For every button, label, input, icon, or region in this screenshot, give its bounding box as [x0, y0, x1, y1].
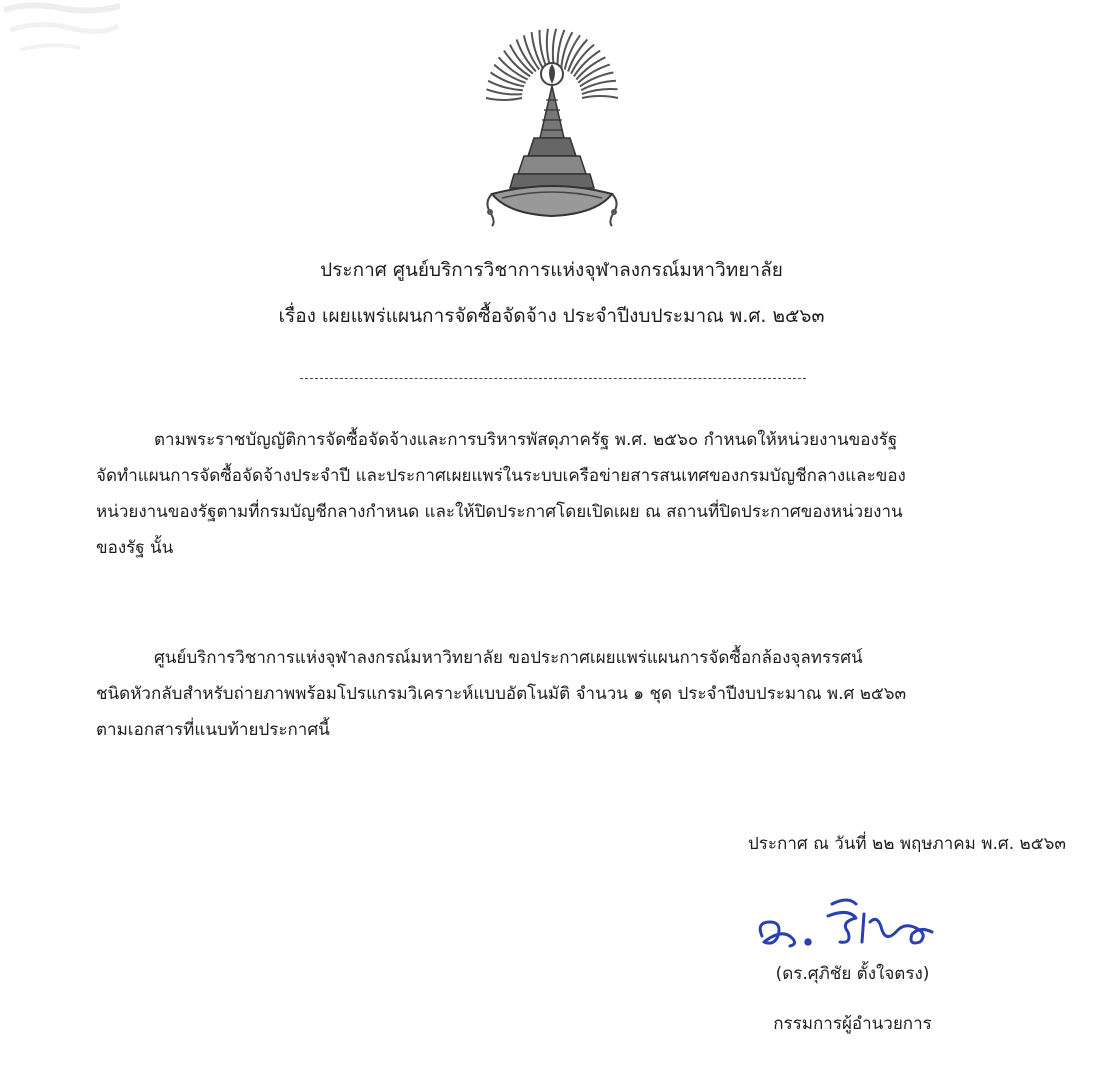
emblem-ray	[558, 30, 565, 67]
paragraph-1-line: ของรัฐ นั้น	[96, 538, 174, 558]
announcement-subject: เรื่อง เผยแพร่แผนการจัดซื้อจัดจ้าง ประจำปีงบประมาณ พ.ศ. ๒๕๖๓	[278, 305, 825, 327]
body-paragraph-2	[96, 640, 1056, 748]
emblem-ray	[553, 29, 556, 67]
paragraph-2-line: ตามเอกสารที่แนบท้ายประกาศนี้	[96, 720, 330, 740]
emblem-ray	[524, 35, 539, 69]
paragraph-2-line: ศูนย์บริการวิชาการแห่งจุฬาลงกรณ์มหาวิทยาลัย ขอประกาศเผยแพร่แผนการจัดซื้อกล้องจุลทรรศน์	[154, 648, 863, 668]
paragraph-1-line: หน่วยงานของรัฐตามที่กรมบัญชีกลางกำหนด และให้ปิดประกาศโดยเปิดเผย ณ สถานที่ปิดประกาศของหน่วยงาน	[96, 502, 903, 522]
emblem-ray	[540, 30, 547, 67]
signatory-title: กรรมการผู้อำนวยการ	[773, 1014, 932, 1034]
scan-artifact-mark	[0, 0, 130, 60]
announcement-heading: ประกาศ ศูนย์บริการวิชาการแห่งจุฬาลงกรณ์มหาวิทยาลัย	[320, 259, 783, 281]
emblem-ray	[582, 96, 618, 98]
signatory-name: (ดร.ศุภิชัย ตั้งใจตรง)	[775, 964, 930, 984]
body-paragraph-1	[96, 422, 1056, 566]
emblem-ray	[568, 40, 587, 72]
paragraph-1-line: จัดทำแผนการจัดซื้อจัดจ้างประจำปี และประกาศเผยแพร่ในระบบเครือข่ายสารสนเทศของกรมบัญชีกลางและของ	[96, 466, 906, 486]
section-divider	[300, 378, 806, 379]
paragraph-2-line: ชนิดหัวกลับสำหรับถ่ายภาพพร้อมโปรแกรมวิเคราะห์แบบอัตโนมัติ จำนวน ๑ ชุด ประจำปีงบประมาณ พ.ศ ๒๕๖๓	[96, 684, 907, 704]
emblem-ray	[547, 29, 550, 67]
emblem-ray	[499, 57, 528, 79]
announcement-date: ประกาศ ณ วันที่ ๒๒ พฤษภาคม พ.ศ. ๒๕๖๓	[748, 834, 1066, 854]
handwritten-signature-icon	[752, 892, 944, 954]
emblem-ray	[486, 98, 522, 100]
emblem-ray	[582, 89, 618, 94]
emblem-ray	[571, 45, 594, 74]
phra-kiao-emblem-icon	[478, 28, 626, 228]
paragraph-1-line: ตามพระราชบัญญัติการจัดซื้อจัดจ้างและการบริหารพัสดุภาครัฐ พ.ศ. ๒๕๖๐ กำหนดให้หน่วยงานของรัฐ	[154, 430, 898, 450]
